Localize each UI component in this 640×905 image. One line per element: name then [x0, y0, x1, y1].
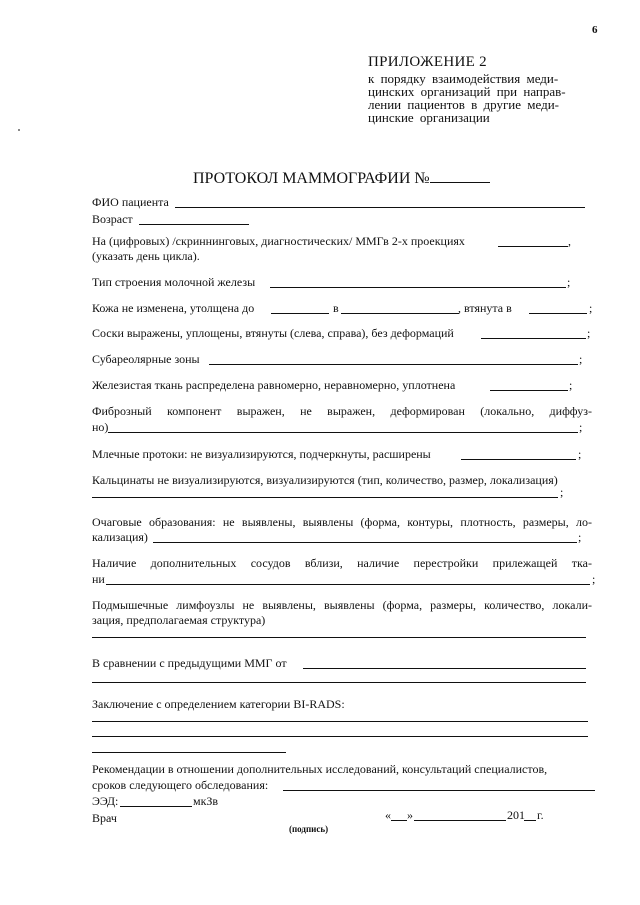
calc-label: Кальцинаты не визуализируются, визуализируются (тип, количество, размер, локализация) [92, 473, 558, 487]
subareolar-label: Субареолярные зоны [92, 352, 200, 366]
fibrous-label: Фиброзный компонент выражен, не выражен, деформирован (локально, диффуз- [92, 404, 592, 418]
semicolon: ; [589, 301, 593, 315]
appendix-line: к порядку взаимодействия меди- [368, 71, 559, 86]
lymph-label: Подмышечные лимфоузлы не выявлены, выявлены (форма, размеры, количество, локали- [92, 598, 592, 612]
skin-retracted-field[interactable] [529, 313, 587, 314]
skin-label: Кожа не изменена, утолщена до [92, 301, 255, 315]
glandular-field[interactable] [490, 390, 568, 391]
nipples-label: Соски выражены, уплощены, втянуты (слева, справа), без деформаций [92, 326, 454, 340]
date-close-quote: » [407, 808, 413, 822]
conclusion-field-3[interactable] [92, 752, 286, 753]
projections-comma: , [568, 234, 571, 248]
doctor-label: Врач [92, 811, 117, 825]
skin-in-label: в [333, 301, 339, 315]
date-open-quote: « [385, 808, 391, 822]
cycle-day-label: (указать день цикла). [92, 249, 200, 263]
semicolon: ; [578, 530, 582, 544]
scan-dot [18, 129, 20, 131]
focal-field[interactable] [153, 542, 577, 543]
appendix-line: лении пациентов в другие меди- [368, 97, 560, 112]
calc-field[interactable] [92, 497, 558, 498]
conclusion-field-2[interactable] [92, 736, 588, 737]
skin-thickness-field[interactable] [271, 313, 329, 314]
eed-field[interactable] [120, 806, 192, 807]
fibrous-field[interactable] [108, 432, 578, 433]
eed-label: ЭЭД: [92, 794, 119, 808]
projections-label: На (цифровых) /скриннинговых, диагностических/ ММГв 2-х проекциях [92, 234, 465, 248]
semicolon: ; [579, 352, 583, 366]
compare-label: В сравнении с предыдущими ММГ от [92, 656, 287, 670]
compare-field-2[interactable] [92, 682, 586, 683]
signature-caption: (подпись) [289, 824, 329, 834]
protocol-title [193, 168, 490, 188]
ducts-label: Млечные протоки: не визуализируются, подчеркнуты, расширены [92, 447, 431, 461]
semicolon: ; [569, 378, 573, 392]
focal-label: Очаговые образования: не выявлены, выявлены (форма, контуры, плотность, размеры, ло- [92, 515, 592, 529]
fio-label: ФИО пациента [92, 195, 169, 209]
date-year-suffix: г. [537, 808, 544, 822]
semicolon: ; [578, 447, 582, 461]
subareolar-field[interactable] [209, 364, 578, 365]
vessels-label: Наличие дополнительных сосудов вблизи, наличие перестройки прилежащей тка- [92, 556, 592, 570]
breast-type-field[interactable] [270, 287, 566, 288]
nipples-field[interactable] [481, 338, 586, 339]
protocol-number-field[interactable] [430, 168, 490, 183]
breast-type-label: Тип строения молочной железы [92, 275, 256, 289]
appendix-title: ПРИЛОЖЕНИЕ 2 [368, 54, 487, 70]
skin-location-field[interactable] [341, 313, 459, 314]
projections-field[interactable] [498, 246, 568, 247]
fio-field[interactable] [175, 207, 585, 208]
age-field[interactable] [139, 224, 249, 225]
semicolon: ; [579, 420, 583, 434]
date-day-field[interactable] [391, 820, 407, 821]
glandular-label: Железистая ткань распределена равномерно, неравномерно, уплотнена [92, 378, 456, 392]
date-month-field[interactable] [414, 820, 506, 821]
lymph-field[interactable] [92, 637, 586, 638]
fibrous-label-cont: но) [92, 420, 109, 434]
conclusion-label: Заключение с определением категории BI-RADS: [92, 697, 345, 711]
appendix-line: цинских организаций при направ- [368, 84, 566, 99]
focal-label-cont: кализация) [92, 530, 148, 544]
semicolon: ; [587, 326, 591, 340]
protocol-title-text: ПРОТОКОЛ МАММОГРАФИИ № [193, 170, 430, 187]
recommend-field[interactable] [283, 790, 595, 791]
appendix-line: цинские организации [368, 110, 490, 125]
semicolon: ; [560, 485, 564, 499]
semicolon: ; [592, 572, 596, 586]
compare-field[interactable] [303, 668, 586, 669]
vessels-label-cont: ни [92, 572, 105, 586]
ducts-field[interactable] [461, 459, 576, 460]
date-year: 201 [507, 808, 525, 822]
date-year-field[interactable] [524, 820, 536, 821]
skin-retracted-label: , втянута в [458, 301, 512, 315]
age-label: Возраст [92, 212, 133, 226]
eed-unit: мкЗв [193, 794, 219, 808]
vessels-field[interactable] [106, 584, 590, 585]
lymph-label-cont: зация, предполагаемая структура) [92, 613, 266, 627]
recommend-label: Рекомендации в отношении дополнительных исследований, консультаций специалистов, [92, 762, 548, 776]
conclusion-field-1[interactable] [92, 721, 588, 722]
semicolon: ; [567, 275, 571, 289]
page-number: 6 [592, 24, 598, 36]
recommend-label-cont: сроков следующего обследования: [92, 778, 269, 792]
